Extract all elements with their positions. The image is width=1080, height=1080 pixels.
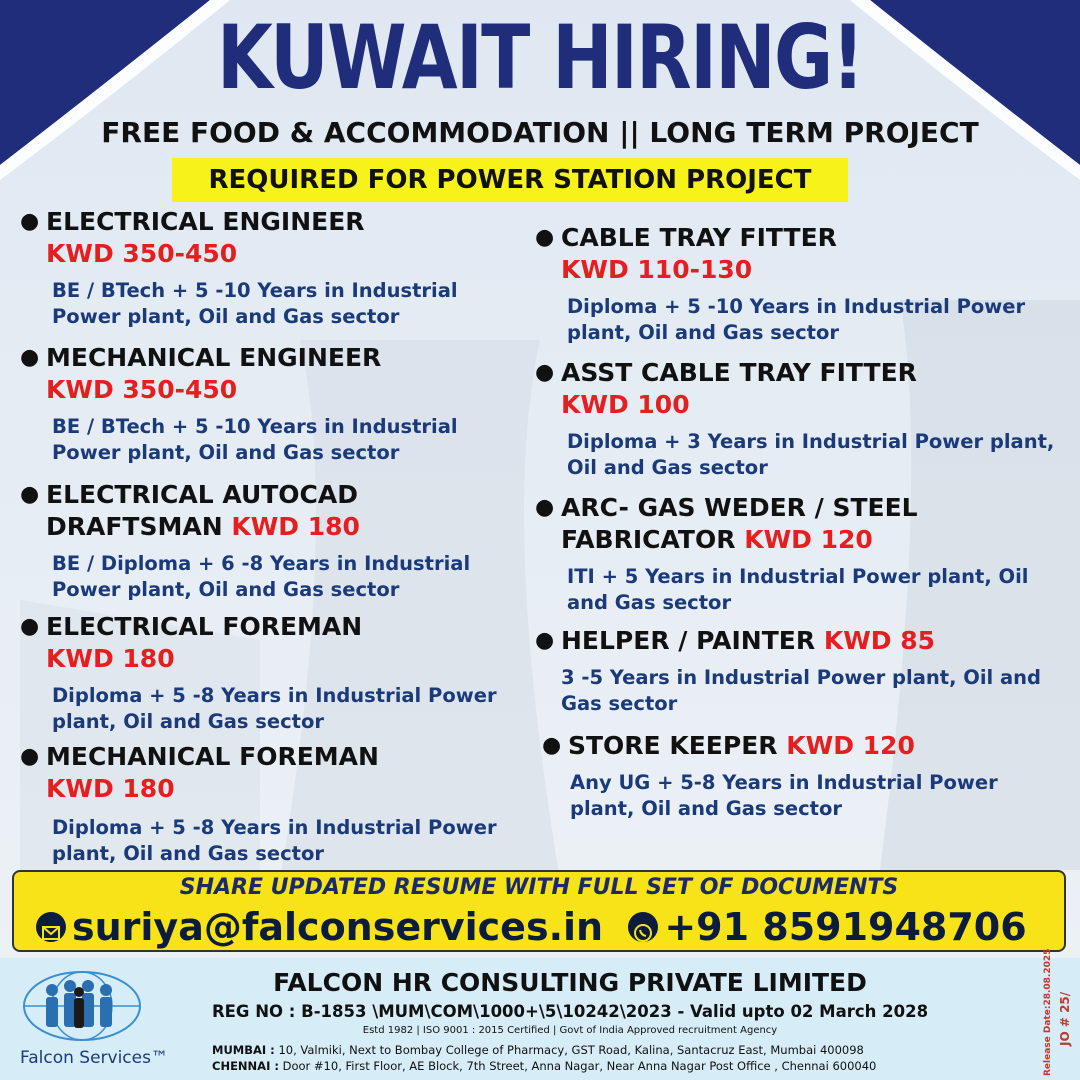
release-date: Release Date:28.08.2025	[1043, 948, 1053, 1076]
job-title: STORE KEEPER	[568, 731, 778, 760]
job-salary: KWD 110-130	[561, 255, 753, 284]
job-title: ARC- GAS WEDER / STEEL FABRICATOR	[561, 493, 918, 554]
job-title: MECHANICAL ENGINEER	[46, 343, 382, 372]
address-text: 10, Valmiki, Next to Bombay College of Pharmacy, GST Road, Kalina, Santacruz East, Mumbai 400098	[278, 1043, 864, 1057]
job-salary: KWD 85	[823, 626, 936, 655]
job-salary: KWD 180	[46, 774, 175, 803]
job-requirements: BE / BTech + 5 -10 Years in Industrial Power plant, Oil and Gas sector	[52, 415, 458, 464]
job-title: ASST CABLE TRAY FITTER	[561, 358, 917, 387]
company-name: FALCON HR CONSULTING PRIVATE LIMITED	[273, 968, 867, 997]
address-label: CHENNAI :	[212, 1059, 279, 1073]
job-order-number: JO # 25/	[1058, 991, 1072, 1046]
job-electrical-autocad-draftsman	[16, 479, 506, 603]
page-title: KUWAIT HIRING!	[217, 6, 863, 109]
bullet-icon: ●	[535, 628, 555, 653]
falcon-logo-icon	[22, 970, 142, 1042]
job-asst-cable-tray-fitter	[531, 357, 1066, 481]
job-title: ELECTRICAL FOREMAN	[46, 612, 363, 641]
contact-box	[12, 870, 1066, 952]
bullet-icon: ●	[20, 209, 40, 234]
mail-icon	[36, 912, 66, 942]
bullet-icon: ●	[20, 614, 40, 639]
share-instruction: SHARE UPDATED RESUME WITH FULL SET OF DOCUMENTS	[179, 875, 899, 900]
job-requirements: 3 -5 Years in Industrial Power plant, Oil and Gas sector	[561, 666, 1041, 715]
job-helper-painter	[531, 625, 1066, 717]
job-requirements: ITI + 5 Years in Industrial Power plant, Oil and Gas sector	[567, 565, 1029, 614]
address-label: MUMBAI :	[212, 1043, 275, 1057]
job-salary: KWD 120	[744, 525, 873, 554]
phone-link[interactable]: +91 8591948706	[664, 905, 1027, 949]
job-title: MECHANICAL FOREMAN	[46, 742, 379, 771]
job-requirements: Diploma + 5 -8 Years in Industrial Power plant, Oil and Gas sector	[52, 684, 497, 733]
job-mechanical-foreman	[16, 741, 506, 867]
job-title: CABLE TRAY FITTER	[561, 223, 837, 252]
address-mumbai	[212, 1042, 864, 1058]
whatsapp-icon	[628, 912, 658, 942]
job-salary: KWD 100	[561, 390, 690, 419]
job-requirements: Any UG + 5-8 Years in Industrial Power plant, Oil and Gas sector	[570, 771, 998, 820]
job-cable-tray-fitter	[531, 222, 1066, 346]
subtitle: FREE FOOD & ACCOMMODATION || LONG TERM PROJECT	[101, 116, 979, 149]
bullet-icon: ●	[535, 495, 555, 520]
job-store-keeper	[538, 730, 1066, 822]
job-arc-gas-welder	[531, 492, 1066, 616]
job-mechanical-engineer	[16, 342, 506, 466]
job-electrical-engineer	[16, 206, 506, 330]
job-requirements: BE / BTech + 5 -10 Years in Industrial Power plant, Oil and Gas sector	[52, 279, 458, 328]
job-salary: KWD 180	[231, 512, 360, 541]
bullet-icon: ●	[20, 744, 40, 769]
job-electrical-foreman	[16, 611, 506, 735]
job-salary: KWD 350-450	[46, 239, 238, 268]
bullet-icon: ●	[20, 482, 40, 507]
bullet-icon: ●	[542, 733, 562, 758]
registration-number: REG NO : B-1853 \MUM\COM\1000+\5\10242\2023 - Valid upto 02 March 2028	[211, 1002, 929, 1021]
job-requirements: Diploma + 5 -10 Years in Industrial Power plant, Oil and Gas sector	[567, 295, 1026, 344]
job-requirements: Diploma + 3 Years in Industrial Power plant, Oil and Gas sector	[567, 430, 1055, 479]
job-title: HELPER / PAINTER	[561, 626, 816, 655]
bullet-icon: ●	[535, 225, 555, 250]
job-salary: KWD 350-450	[46, 375, 238, 404]
job-requirements: Diploma + 5 -8 Years in Industrial Power plant, Oil and Gas sector	[52, 816, 497, 865]
address-text: Door #10, First Floor, AE Block, 7th Street, Anna Nagar, Near Anna Nagar Post Office , Chennai 600040	[282, 1059, 877, 1073]
job-salary: KWD 180	[46, 644, 175, 673]
job-title: ELECTRICAL AUTOCAD DRAFTSMAN	[46, 480, 358, 541]
logo-text: Falcon Services™	[20, 1048, 168, 1068]
certifications: Estd 1982 | ISO 9001 : 2015 Certified | Govt of India Approved recruitment Agency	[362, 1025, 778, 1036]
bullet-icon: ●	[20, 345, 40, 370]
contact-line	[36, 904, 1027, 950]
address-chennai	[212, 1058, 876, 1074]
job-salary: KWD 120	[786, 731, 915, 760]
required-banner: REQUIRED FOR POWER STATION PROJECT	[172, 158, 848, 202]
job-title: ELECTRICAL ENGINEER	[46, 207, 365, 236]
job-requirements: BE / Diploma + 6 -8 Years in Industrial Power plant, Oil and Gas sector	[52, 552, 471, 601]
email-link[interactable]: suriya@falconservices.in	[72, 905, 604, 949]
bullet-icon: ●	[535, 360, 555, 385]
